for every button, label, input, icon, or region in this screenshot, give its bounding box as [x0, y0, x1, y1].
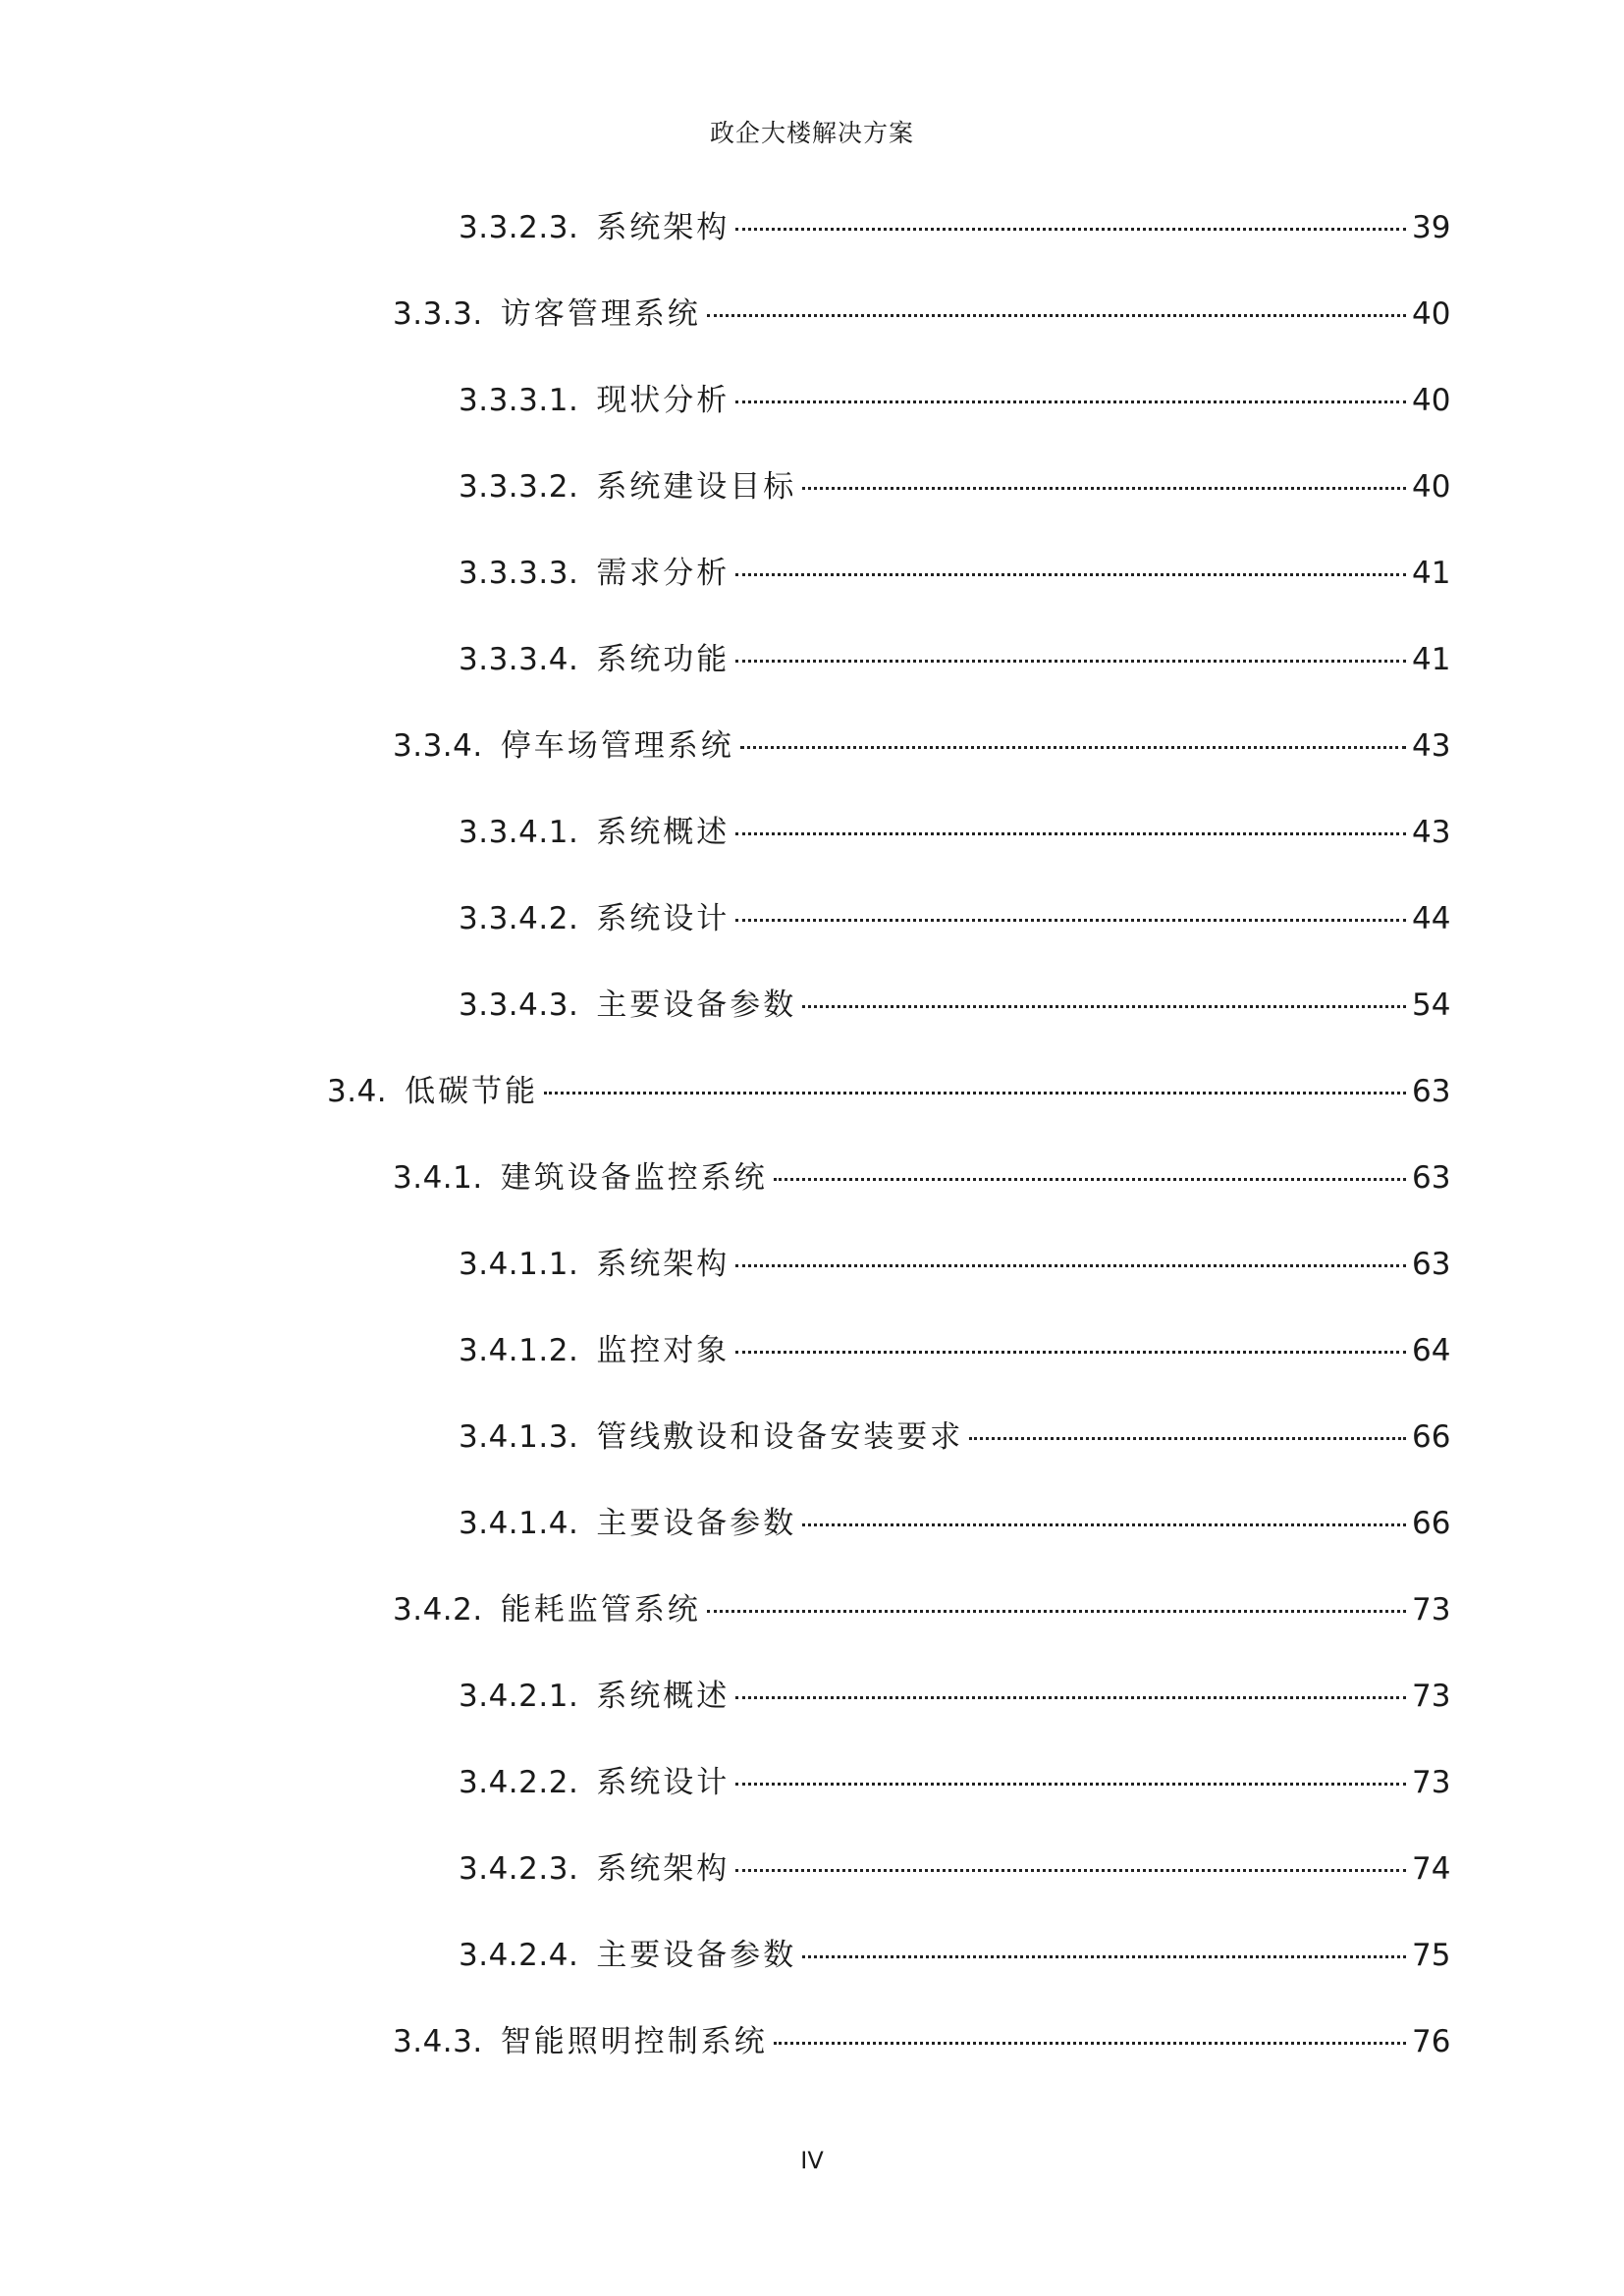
toc-entry[interactable]	[393, 2022, 1449, 2061]
toc-entry-title: 系统架构	[596, 210, 731, 245]
toc-entry-page: 41	[1412, 556, 1451, 591]
toc-dot-leader	[735, 1264, 1406, 1267]
toc-dot-leader	[740, 746, 1406, 749]
toc-entry[interactable]	[459, 554, 1449, 593]
toc-entry-title: 建筑设备监控系统	[500, 1160, 768, 1196]
toc-entry-title: 系统设计	[596, 901, 731, 936]
page-number: IV	[800, 2147, 824, 2174]
toc-entry-number: 3.3.2.3.	[459, 210, 579, 245]
toc-entry-number: 3.4.2.1.	[459, 1679, 579, 1714]
toc-entry-page: 40	[1412, 383, 1451, 418]
toc-entry[interactable]	[459, 1763, 1449, 1802]
toc-entry[interactable]	[459, 899, 1449, 938]
toc-entry[interactable]	[459, 381, 1449, 420]
toc-entry[interactable]	[459, 1245, 1449, 1284]
toc-entry-title: 现状分析	[596, 383, 731, 418]
toc-dot-leader	[707, 1610, 1406, 1613]
toc-entry-page: 76	[1412, 2024, 1451, 2059]
toc-dot-leader	[969, 1437, 1406, 1440]
toc-entry-page: 63	[1412, 1160, 1451, 1196]
toc-entry-number: 3.3.3.	[393, 296, 483, 332]
toc-entry-page: 66	[1412, 1419, 1451, 1455]
toc-entry-number: 3.4.2.	[393, 1592, 483, 1628]
toc-dot-leader	[735, 573, 1406, 576]
toc-entry[interactable]	[459, 1936, 1449, 1975]
toc-entry[interactable]	[459, 1504, 1449, 1543]
toc-entry-title: 系统设计	[596, 1765, 731, 1800]
toc-dot-leader	[735, 919, 1406, 922]
toc-entry-page: 75	[1412, 1938, 1451, 1973]
toc-entry[interactable]	[393, 1158, 1449, 1198]
toc-entry-number: 3.4.	[327, 1074, 388, 1109]
toc-entry-page: 73	[1412, 1592, 1451, 1628]
toc-entry-title: 需求分析	[596, 556, 731, 591]
toc-entry-title: 系统概述	[596, 815, 731, 850]
toc-entry[interactable]	[459, 467, 1449, 507]
toc-entry-title: 主要设备参数	[596, 1938, 797, 1973]
toc-entry-page: 43	[1412, 728, 1451, 764]
toc-dot-leader	[735, 228, 1406, 231]
toc-entry[interactable]	[459, 1677, 1449, 1716]
toc-entry-number: 3.3.4.2.	[459, 901, 579, 936]
toc-dot-leader	[735, 660, 1406, 663]
toc-dot-leader	[544, 1092, 1406, 1095]
toc-entry[interactable]	[459, 208, 1449, 247]
toc-entry-page: 40	[1412, 296, 1451, 332]
toc-entry-page: 63	[1412, 1074, 1451, 1109]
toc-entry-title: 管线敷设和设备安装要求	[596, 1419, 964, 1455]
toc-entry-page: 40	[1412, 469, 1451, 505]
toc-dot-leader	[774, 1178, 1406, 1181]
toc-entry-title: 系统架构	[596, 1851, 731, 1887]
toc-entry-title: 系统架构	[596, 1247, 731, 1282]
toc-entry-title: 系统建设目标	[596, 469, 797, 505]
toc-entry[interactable]	[393, 726, 1449, 766]
toc-entry-number: 3.4.1.	[393, 1160, 483, 1196]
toc-entry-number: 3.4.1.4.	[459, 1506, 579, 1541]
toc-entry-title: 监控对象	[596, 1333, 731, 1368]
toc-entry-page: 43	[1412, 815, 1451, 850]
toc-entry-title: 访客管理系统	[500, 296, 701, 332]
toc-entry-number: 3.3.3.4.	[459, 642, 579, 677]
toc-entry[interactable]	[459, 1417, 1449, 1457]
toc-dot-leader	[707, 314, 1406, 317]
toc-entry-title: 停车场管理系统	[500, 728, 734, 764]
toc-entry-title: 能耗监管系统	[500, 1592, 701, 1628]
toc-entry-title: 智能照明控制系统	[500, 2024, 768, 2059]
toc-entry-number: 3.4.2.4.	[459, 1938, 579, 1973]
toc-dot-leader	[735, 1351, 1406, 1354]
toc-dot-leader	[735, 832, 1406, 835]
toc-entry-page: 63	[1412, 1247, 1451, 1282]
toc-entry-number: 3.3.3.2.	[459, 469, 579, 505]
toc-entry[interactable]	[459, 1849, 1449, 1889]
toc-entry-number: 3.4.2.2.	[459, 1765, 579, 1800]
toc-entry[interactable]	[393, 1590, 1449, 1629]
toc-entry-title: 主要设备参数	[596, 1506, 797, 1541]
toc-entry-page: 39	[1412, 210, 1451, 245]
toc-dot-leader	[802, 1955, 1406, 1958]
toc-entry-title: 系统概述	[596, 1679, 731, 1714]
toc-entry[interactable]	[327, 1072, 1449, 1111]
toc-entry-title: 系统功能	[596, 642, 731, 677]
toc-entry[interactable]	[459, 640, 1449, 679]
toc-entry[interactable]	[459, 986, 1449, 1025]
toc-dot-leader	[802, 1005, 1406, 1008]
toc-entry[interactable]	[459, 1331, 1449, 1370]
toc-dot-leader	[802, 1523, 1406, 1526]
toc-entry-title: 主要设备参数	[596, 988, 797, 1023]
toc-entry-number: 3.4.1.1.	[459, 1247, 579, 1282]
toc-dot-leader	[802, 487, 1406, 490]
toc-dot-leader	[735, 1696, 1406, 1699]
toc-dot-leader	[735, 1869, 1406, 1872]
toc-entry-number: 3.3.3.3.	[459, 556, 579, 591]
toc-dot-leader	[774, 2042, 1406, 2045]
toc-entry[interactable]	[393, 294, 1449, 334]
toc-entry-number: 3.3.4.	[393, 728, 483, 764]
toc-entry-number: 3.3.4.1.	[459, 815, 579, 850]
toc-entry-page: 74	[1412, 1851, 1451, 1887]
toc-entry-number: 3.4.1.2.	[459, 1333, 579, 1368]
toc-entry-number: 3.4.2.3.	[459, 1851, 579, 1887]
toc-entry-page: 64	[1412, 1333, 1451, 1368]
toc-dot-leader	[735, 1783, 1406, 1786]
toc-entry-page: 73	[1412, 1679, 1451, 1714]
toc-entry-title: 低碳节能	[405, 1074, 539, 1109]
toc-entry-page: 66	[1412, 1506, 1451, 1541]
page-header: 政企大楼解决方案	[709, 119, 914, 147]
toc-dot-leader	[735, 400, 1406, 403]
toc-entry-page: 41	[1412, 642, 1451, 677]
toc-entry-number: 3.4.1.3.	[459, 1419, 579, 1455]
toc-entry-number: 3.4.3.	[393, 2024, 483, 2059]
toc-entry-number: 3.3.3.1.	[459, 383, 579, 418]
toc-entry-page: 73	[1412, 1765, 1451, 1800]
toc-entry-page: 44	[1412, 901, 1451, 936]
toc-entry-number: 3.3.4.3.	[459, 988, 579, 1023]
toc-entry[interactable]	[459, 813, 1449, 852]
toc-entry-page: 54	[1412, 988, 1451, 1023]
